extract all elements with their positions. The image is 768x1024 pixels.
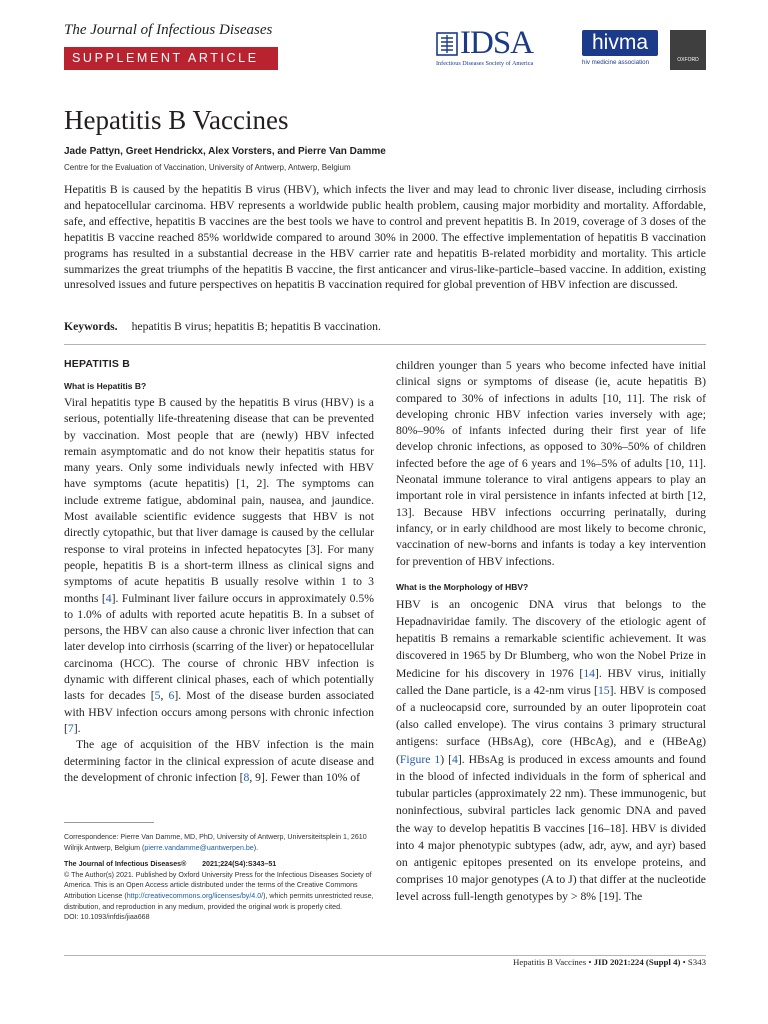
footnote-rule — [64, 822, 154, 823]
hivma-wordmark: hivma — [582, 30, 658, 56]
volume-pages: 2021;224(S4):S343–51 — [202, 860, 277, 869]
journal-name: The Journal of Infectious Diseases — [64, 22, 273, 38]
footer-short-title: Hepatitis B Vaccines — [513, 957, 587, 967]
idsa-emblem-icon — [436, 32, 458, 56]
left-column — [64, 358, 374, 786]
citation-link[interactable]: 4 — [105, 591, 112, 605]
citation-link[interactable]: 7 — [67, 721, 74, 735]
paragraph: Viral hepatitis type B caused by the hepatitis B virus (HBV) is a serious, potentially life-threatening disease that can be prevented by vaccination. Most people that are (newly) HBV infected remain asymptomatic and do not know their hepatitis status for many years. Only some individuals newly infected with HBV have symptoms (acute hepatitis) [1, 2]. The symptoms can include extreme fatigue, abdominal pain, nausea, and jaundice. Most available scientific evidence suggests that HBV is not directly cytopathic, but that liver damage is caused by the cellular response to viral proteins in infected hepatocytes [3]. For many people, hepatitis B is a short-term illness as clinical signs and symptoms of acute hepatitis B usually resolve within 1 to 3 months [4]. Fulminant liver failure occurs in approximately 0.5% to 1.0% of adults with reported acute hepatitis B. In a subset of persons, the HBV can also cause a chronic liver infection that can later develop into cirrhosis (scarring of the liver) or hepatocellular carcinoma (HCC). The course of chronic HBV infection is dynamic with different clinical phases, each of which potentially lasts for decades [5, 6]. Most of the disease burden associated with HBV infection occurs among persons with chronic infection [7]. — [64, 396, 375, 735]
license-link[interactable]: http://creativecommons.org/licenses/by/4.0/ — [126, 891, 264, 900]
citation-link[interactable]: 5 — [154, 689, 161, 703]
right-column — [396, 358, 706, 906]
citation-link[interactable]: 8 — [243, 770, 250, 784]
article-type-banner: SUPPLEMENT ARTICLE — [64, 47, 278, 70]
copyright: © The Author(s) 2021. Published by Oxford University Press for the Infectious Diseases Society of America. This is an Open Access article distributed under the terms of the Creative Commons Attribution License (http://creativecommons.org/licenses/by/4.0/), which permits unrestricted reuse, distribution, and reproduction in any medium, provided the original work is properly cited. — [64, 870, 374, 911]
footer-journal-ref: JID 2021:224 (Suppl 4) — [593, 957, 681, 967]
affiliation: Centre for the Evaluation of Vaccination, University of Antwerp, Antwerp, Belgium — [64, 163, 351, 172]
citation-link[interactable]: 6 — [168, 689, 175, 703]
idsa-wordmark: IDSA — [460, 25, 534, 61]
keywords-label: Keywords. — [64, 320, 118, 333]
idsa-logo[interactable] — [436, 25, 576, 70]
oxford-logo[interactable] — [670, 30, 706, 70]
keywords — [64, 320, 381, 333]
email-link[interactable]: pierre.vandamme@uantwerpen.be — [144, 843, 254, 852]
subheading-morphology-of-hbv: What is the Morphology of HBV? — [396, 581, 529, 592]
journal-citation: The Journal of Infectious Diseases® — [64, 860, 187, 869]
hivma-logo[interactable] — [582, 30, 662, 70]
section-divider — [64, 344, 706, 345]
figure-1-link[interactable]: Figure 1 — [399, 752, 441, 766]
footnote — [64, 832, 376, 923]
running-footer — [513, 957, 706, 967]
citation-link[interactable]: 14 — [583, 666, 596, 680]
hivma-tagline: hiv medicine association — [582, 59, 650, 66]
oxford-wordmark: OXFORD — [677, 57, 699, 63]
correspondence: Correspondence: Pierre Van Damme, MD, PhD, University of Antwerp, Universiteitsplein 1, 2610 Wilrijk Antwerp, Belgium (pierre.vandamme@uantwerpen.be). — [64, 833, 367, 852]
citation-link[interactable]: 4 — [451, 752, 458, 766]
abstract: Hepatitis B is caused by the hepatitis B virus (HBV), which infects the liver and may lead to chronic liver disease, including cirrhosis and hepatocellular carcinoma. HBV represents a worldwide public health problem, causing major morbidity and mortality. Affordable, safe, and effective, hepatitis B vaccines are the best tools we have to control and prevent hepatitis B. In 2019, coverage of 3 doses of the hepatitis B vaccine reached 85% worldwide compared to around 30% in 2000. The effective implementation of hepatitis B vaccination programs has resulted in a substantial decrease in the HBV carrier rate and hepatitis B-related morbidity and mortality. This article summarizes the great triumphs of the hepatitis B vaccine, the first anticancer and virus-like-particle–based vaccine. In addition, existing unresolved issues and future perspectives on hepatitis B vaccination required for global prevention of HBV infection are discussed. — [64, 183, 706, 292]
doi[interactable]: DOI: 10.1093/infdis/jiaa668 — [64, 913, 150, 922]
paragraph: HBV is an oncogenic DNA virus that belongs to the Hepadnaviridae family. The discovery of the etiologic agent of hepatitis B remains a remarkable scientific achievement. It was discovered in 1965 by Dr Blumberg, who won the Nobel Prize in Medicine for his discovery in 1976 [14]. HBV virus, initially called the Dane particle, is a 42-nm virus [15]. HBV is composed of a nucleocapsid core, surrounded by an outer lipoprotein coat (also called envelope). The virus contains 3 primary structural antigens: surface (HBsAg), core (HBcAg), and e (HBeAg) (Figure 1) [4]. HBsAg is produced in excess amounts and found in the blood of infected individuals in the form of spherical and tubular particles (approximately 22 nm). These immunogenic, but noninfectious, subviral particles lack genomic DNA and paved the way to develop hepatitis B vaccines [16–18]. HBV is divided into 4 major phenotypic subtypes (adw, adr, ayw, and ayr) based on antigenic epitopes presented on its envelope proteins, and comprises 10 major genotypes (A to J) that differ at the nucleotide level across full-length genotypes by > 8% [19]. The — [396, 597, 707, 904]
footer-rule — [64, 955, 706, 956]
subheading-what-is-hepatitis-b: What is Hepatitis B? — [64, 381, 147, 391]
idsa-tagline: Infectious Diseases Society of America — [436, 60, 534, 67]
author-list: Jade Pattyn, Greet Hendrickx, Alex Vorsters, and Pierre Van Damme — [64, 146, 386, 157]
paragraph: children younger than 5 years who become infected have initial clinical signs or symptoms of disease (ie, acute hepatitis B) compared to 30% of infections in adults [10, 11]. The risk of developing chronic HBV infection varies inversely with age; 80%–90% of infants infected during their first year of life develop chronic infections, as opposed to 30%–50% of children infected before the age of 6 years and 1%–5% of adults [10, 11]. Neonatal immune tolerance to viral antigens appears to play an important role in viral persistence in infants infected at birth [12, 13]. Because HBV infections occurring perinatally, during infancy, or in early childhood are most likely to become chronic, vaccination of new-borns and infants is today a key intervention for prevention of HBV infections. — [396, 359, 706, 568]
citation-line — [64, 859, 376, 870]
footer-separator: • — [682, 957, 686, 967]
section-heading: HEPATITIS B — [64, 358, 130, 370]
citation-link[interactable]: 15 — [597, 683, 610, 697]
footer-separator: • — [588, 957, 592, 967]
keywords-text: hepatitis B virus; hepatitis B; hepatitis B vaccination. — [131, 320, 381, 333]
article-title: Hepatitis B Vaccines — [64, 105, 289, 135]
page-number: S343 — [687, 957, 706, 967]
paragraph: The age of acquisition of the HBV infection is the main determining factor in the clinical expression of acute disease and the development of chronic infection [8, 9]. Fewer than 10% of — [64, 738, 374, 784]
